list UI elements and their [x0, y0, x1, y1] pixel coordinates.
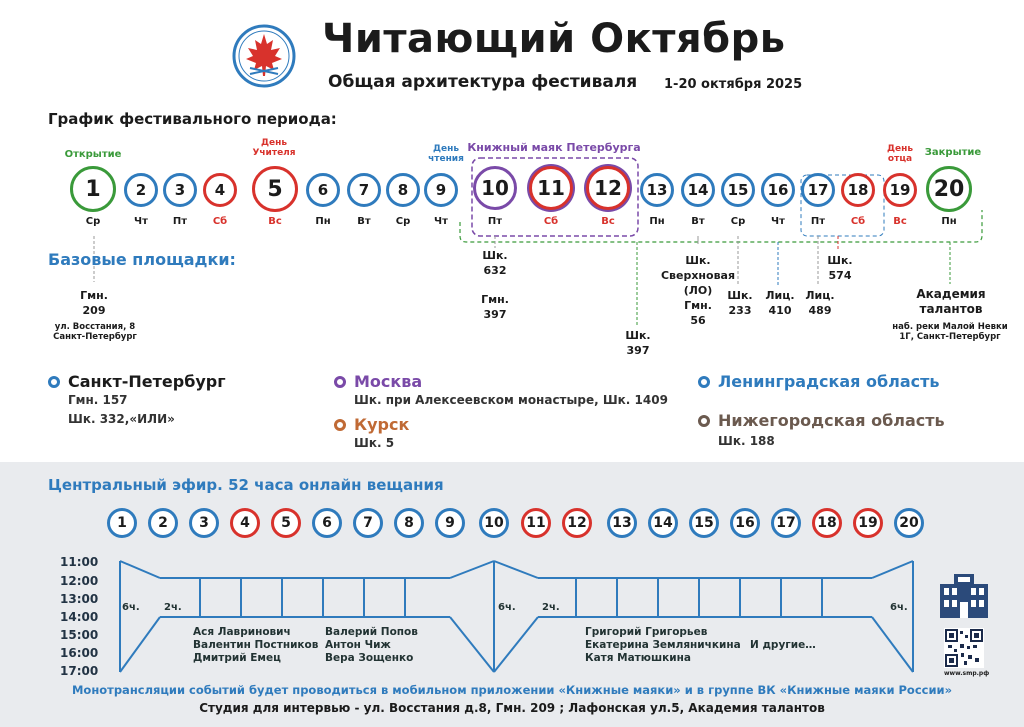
day-6: 6: [306, 173, 340, 207]
weekday-17: Пт: [810, 216, 826, 227]
broadcast-day-18: 18: [812, 508, 842, 538]
venue-talent-academy-address: наб. реки Малой Невки 1Г, Санкт-Петербург: [892, 322, 1008, 342]
broadcast-title: Центральный эфир. 52 часа онлайн вещания: [48, 476, 444, 494]
broadcast-day-5: 5: [271, 508, 301, 538]
broadcast-day-9: 9: [435, 508, 465, 538]
region-nn: Нижегородская область: [698, 411, 945, 430]
region-moscow: Москва: [334, 372, 422, 391]
venue-shk-233: Шк. 233: [727, 289, 753, 317]
day-7: 7: [347, 173, 381, 207]
broadcast-day-14: 14: [648, 508, 678, 538]
time-1600: 16:00: [60, 646, 99, 660]
time-1500: 15:00: [60, 628, 99, 642]
father-day-label: День отца: [886, 144, 914, 164]
weekday-13: Пн: [649, 216, 665, 227]
broadcast-day-2: 2: [148, 508, 178, 538]
weekday-19: Вс: [893, 216, 907, 227]
venue-gmn-397: Гмн. 397: [481, 293, 509, 321]
weekday-9: Чт: [434, 216, 448, 227]
day-8: 8: [386, 173, 420, 207]
weekday-8: Ср: [395, 216, 411, 227]
weekday-4: Сб: [212, 216, 228, 227]
hours-day-10: 6ч.: [498, 602, 516, 613]
region-spb: Санкт-Петербург: [48, 372, 226, 391]
venue-lits-410: Лиц. 410: [765, 289, 795, 317]
broadcast-day-16: 16: [730, 508, 760, 538]
weekday-2: Чт: [134, 216, 148, 227]
time-1100: 11:00: [60, 555, 99, 569]
broadcast-day-8: 8: [394, 508, 424, 538]
site-url: www.smp.рф: [944, 670, 990, 677]
broadcast-footer-note: Монотрансляции событий будет проводиться в мобильном приложении «Книжные маяки» и в группе ВК «Книжные маяки России»: [71, 683, 953, 697]
weekday-3: Пт: [172, 216, 188, 227]
broadcast-day-15: 15: [689, 508, 719, 538]
authors-group-3: Григорий Григорьев Екатерина Земляничкина Катя Матюшкина: [585, 626, 741, 664]
region-lo: Ленинградская область: [698, 372, 940, 391]
broadcast-day-19: 19: [853, 508, 883, 538]
broadcast-day-12: 12: [562, 508, 592, 538]
venue-shk-574: Шк. 574: [827, 254, 853, 282]
time-1400: 14:00: [60, 610, 99, 624]
broadcast-day-17: 17: [771, 508, 801, 538]
weekday-15: Ср: [730, 216, 746, 227]
day-19: 19: [883, 173, 917, 207]
day-5: 5: [252, 166, 298, 212]
time-1300: 13:00: [60, 592, 99, 606]
weekday-7: Вт: [357, 216, 371, 227]
day-11: 11: [529, 166, 573, 210]
hours-day-1: 6ч.: [122, 602, 140, 613]
page-title: Читающий Октябрь: [322, 16, 786, 62]
day-20: 20: [926, 166, 972, 212]
day-3: 3: [163, 173, 197, 207]
weekday-5: Вс: [268, 216, 282, 227]
broadcast-day-13: 13: [607, 508, 637, 538]
weekday-10: Пт: [487, 216, 503, 227]
venue-shk-632: Шк. 632: [482, 249, 508, 277]
broadcast-day-20: 20: [894, 508, 924, 538]
day-18: 18: [841, 173, 875, 207]
weekday-1: Ср: [85, 216, 101, 227]
closing-label: Закрытие: [924, 147, 982, 158]
day-16: 16: [761, 173, 795, 207]
weekday-11: Сб: [543, 216, 559, 227]
broadcast-day-11: 11: [521, 508, 551, 538]
opening-label: Открытие: [64, 149, 122, 160]
weekday-6: Пн: [315, 216, 331, 227]
day-4: 4: [203, 173, 237, 207]
page-subtitle: Общая архитектура фестиваля: [328, 72, 638, 92]
authors-group-1: Ася Лавринович Валентин Постников Дмитрий Емец: [193, 626, 319, 664]
day-2: 2: [124, 173, 158, 207]
reading-day-label: День чтения: [428, 144, 464, 164]
region-spb-venues: Гмн. 157 Шк. 332,«ИЛИ»: [68, 393, 175, 426]
time-1200: 12:00: [60, 574, 99, 588]
day-14: 14: [681, 173, 715, 207]
festival-dates: 1-20 октября 2025: [664, 77, 803, 92]
venue-shk-397: Шк. 397: [625, 329, 651, 357]
venue-gmn-209: Гмн. 209: [80, 289, 108, 317]
studio-address: Студия для интервью - ул. Восстания д.8, Гмн. 209 ; Лафонская ул.5, Академия талантов: [199, 701, 825, 715]
authors-others: И другие…: [750, 639, 816, 651]
broadcast-day-10: 10: [479, 508, 509, 538]
weekday-12: Вс: [601, 216, 615, 227]
bases-title: Базовые площадки:: [48, 250, 236, 269]
region-moscow-venues: Шк. при Алексеевском монастыре, Шк. 1409: [354, 393, 668, 407]
time-1700: 17:00: [60, 664, 99, 678]
school-building-icon: [936, 570, 992, 620]
weekday-16: Чт: [771, 216, 785, 227]
qr-code-icon: [944, 628, 984, 668]
day-12: 12: [586, 166, 630, 210]
venue-lits-489: Лиц. 489: [805, 289, 835, 317]
hours-day-20: 6ч.: [890, 602, 908, 613]
broadcast-day-6: 6: [312, 508, 342, 538]
broadcast-day-7: 7: [353, 508, 383, 538]
venue-gmn-209-address: ул. Восстания, 8 Санкт-Петербург: [53, 322, 137, 342]
weekday-20: Пн: [941, 216, 957, 227]
hours-day-11: 2ч.: [542, 602, 560, 613]
broadcast-day-1: 1: [107, 508, 137, 538]
weekday-14: Вт: [691, 216, 705, 227]
day-13: 13: [640, 173, 674, 207]
authors-group-2: Валерий Попов Антон Чиж Вера Зощенко: [325, 626, 418, 664]
lighthouse-label: Книжный маяк Петербурга: [467, 141, 641, 154]
region-nn-venues: Шк. 188: [718, 434, 775, 448]
schedule-title: График фестивального периода:: [48, 110, 337, 128]
region-kursk: Курск: [334, 415, 409, 434]
broadcast-day-4: 4: [230, 508, 260, 538]
region-kursk-venues: Шк. 5: [354, 436, 395, 450]
venue-talent-academy: Академия талантов: [916, 287, 986, 316]
day-10: 10: [473, 166, 517, 210]
hours-day-2: 2ч.: [164, 602, 182, 613]
day-1: 1: [70, 166, 116, 212]
venue-sverkhnovaya: Шк. Сверхновая (ЛО) Гмн. 56: [660, 254, 736, 327]
day-17: 17: [801, 173, 835, 207]
weekday-18: Сб: [850, 216, 866, 227]
broadcast-day-3: 3: [189, 508, 219, 538]
teacher-day-label: День Учителя: [252, 138, 296, 158]
day-9: 9: [424, 173, 458, 207]
day-15: 15: [721, 173, 755, 207]
